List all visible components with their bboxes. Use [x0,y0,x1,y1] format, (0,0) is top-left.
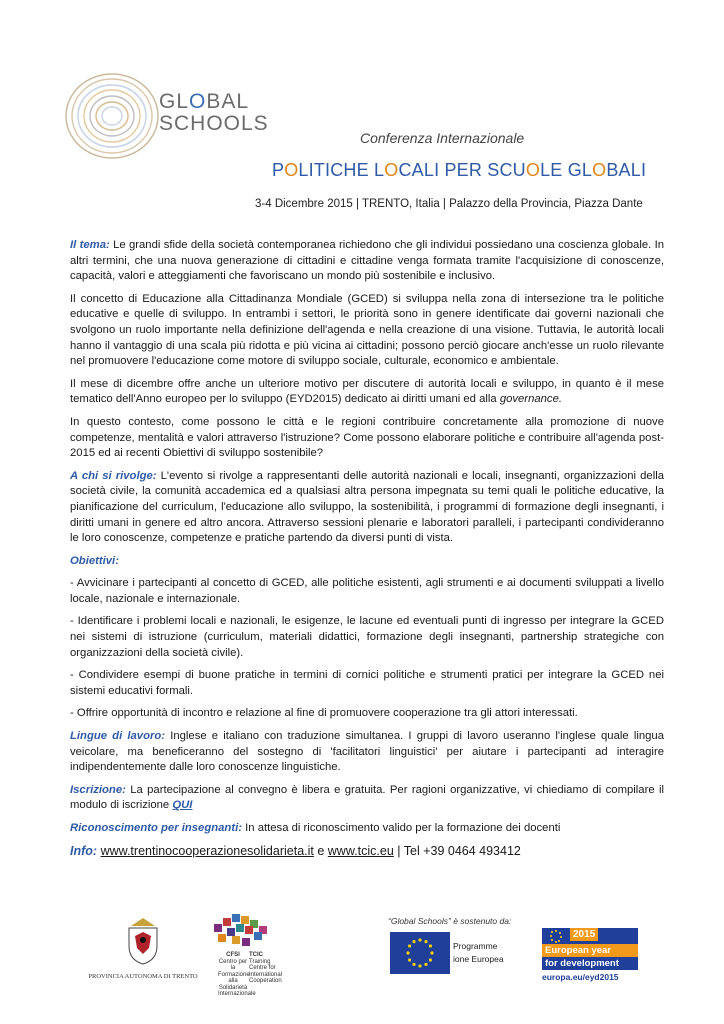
tema-text: Le grandi sfide della società contemporanea richiedono che gli individui possiedano una coscienza globale. In altri termini, che una nuova generazione di cittadini e cittadine venga formata tramite l'acquisizione di conoscenze, capacità, valori e atteggiamenti che favoriscano un mondo più sostenibile e inclusivo. [70,239,664,283]
tcic-acronym: TCIC [249,952,263,958]
logo-line2: SCHOOLS [159,112,269,135]
rivolge-label: A chi si rivolge: [70,469,157,482]
info-label: Info: [70,843,98,858]
global-schools-logo [62,68,269,168]
eyd-url: europa.eu/eyd2015 [542,972,619,982]
trentino-website-link[interactable]: www.trentinocooperazionesolidarieta.it [100,843,314,858]
obiettivo-item: - Offrire opportunità di incontro e relazione al fine di promuovere cooperazione tra gli attori interessati. [70,707,578,720]
eyd-year: 2015 [570,928,598,941]
cfsi-fullname: Centro per la Formazione alla Solidarietà Internazionale [218,958,256,997]
lingue-text: Inglese e italiano con traduzione simultanea. I gruppi di lavoro useranno l'inglese quale lingua veicolare, ma beneficeranno del sostegno di 'facilitatori linguistici' per aiutare i partecipanti ad interagire indipendentemente dalle loro conoscenze linguistiche. [70,730,664,774]
supported-by-note: “Global Schools” è sostenuto da: [388,916,512,926]
tcic-caption [249,952,281,985]
contesto-paragraph: In questo contesto, come possono le città e le regioni contribuire concretamente alla promozione di nuove competenze, mentalità e valori attraverso l'istruzione? Come possono elaborare politiche e contribuire all'agenda post-2015 ed ai recenti Obiettivi di sviluppo sostenibile? [70,415,664,460]
riconoscimento-text: In attesa di riconoscimento valido per la formazione dei docenti [242,822,561,834]
obiettivo-item: - Avvicinare i partecipanti al concetto di GCED, alle politiche esistenti, agli strumenti e ai documenti sviluppati a livello locale, nazionale e internazionale. [70,577,664,605]
registration-link[interactable]: QUI [172,799,193,812]
obiettivo-item: - Identificare i problemi locali e nazionali, le esigenze, le lacune ed eventuali punti di ingresso per integrare la GCED nei sistemi di istruzione (curriculum, materiali didattici, formazione degli insegnanti, partnership strategiche con organizzazioni della società civile). [70,615,664,659]
eyd-line1: European year [542,944,638,957]
cfsi-acronym: CFSI [226,952,240,958]
dicembre-paragraph [70,377,664,408]
eu-line2: ione Europea [453,954,504,964]
conference-subtitle: Conferenza Internazionale [360,130,525,146]
iscrizione-text: La partecipazione al convegno è libera e gratuita. Per ragioni organizzative, vi chiediamo di compilare il modulo di iscrizione [70,783,664,812]
provincia-logo [88,916,198,980]
cfsi-tcic-logo [200,912,283,997]
cfsi-grid-icon [212,912,272,952]
eu-flag [390,932,450,974]
info-paragraph [70,844,664,860]
eu-programme-text [453,940,504,966]
eyd2015-logo [542,928,638,982]
info-telephone: | Tel +39 0464 493412 [393,843,521,858]
eyd-stars-icon [544,928,568,944]
eu-line1: Programme [453,941,498,951]
logo-line1: GLOBAL [159,90,250,113]
lingue-label: Lingue di lavoro: [70,730,166,743]
logo-rings-icon [62,68,162,168]
tcic-fullname: Training Centre for International Cooperation [249,958,283,984]
document-body [70,238,664,866]
info-sep: e [313,843,328,858]
dicembre-text: Il mese di dicembre offre anche un ulteriore motivo per discutere di autorità locali e sviluppo, in quanto è il mese tematico dell'Anno europeo per lo sviluppo (EYD2015) dedicato ai diritti umani ed alla [70,377,664,406]
tcic-website-link[interactable]: www.tcic.eu [327,843,394,858]
gced-paragraph: Il concetto di Educazione alla Cittadinanza Mondiale (GCED) si sviluppa nella zona di intersezione tra le politiche educative e quelle di sviluppo. In entrambi i settori, le priorità sono in genere identificate dai governi nazionali che svolgono un ruolo importante nella definizione dell'agenda e nella creazione di una visione. Tuttavia, le autorità locali hanno il vantaggio di una scala più ridotta e più vicina ai cittadini; possono perciò giocare anch'esse un ruolo rilevante nel promuovere l'educazione come motore di sviluppo sociale, culturale, economico e ambientale. [70,292,664,368]
event-dateline: 3-4 Dicembre 2015 | TRENTO, Italia | Palazzo della Provincia, Piazza Dante [255,198,643,210]
coat-of-arms-icon [123,916,163,966]
iscrizione-label: Iscrizione: [70,783,126,796]
logo-wordmark [159,91,269,135]
iscrizione-paragraph [70,783,664,814]
tema-label: Il tema: [70,239,110,251]
lingue-paragraph [70,729,664,776]
eyd-line2: for development [542,957,638,970]
provincia-caption: PROVINCIA AUTONOMA DI TRENTO [88,973,198,980]
rivolge-text: L'evento si rivolge a rappresentanti delle autorità nazionali e locali, insegnanti, organizzazioni della società civile, la comunità accademica ed a qualsiasi altra persona impegnata su temi quali le politiche educative, la pianificazione del curriculum, l'educazione allo sviluppo, la sostenibilità, i programmi di formazione degli insegnanti, i diritti umani in genere ed altro ancora. Attraverso sessioni plenarie e laboratori paralleli, i partecipanti condivideranno le loro conoscenze, competenze e pratiche partendo da diversi punti di vista. [70,469,664,545]
riconoscimento-paragraph [70,821,664,837]
obiettivo-item: - Condividere esempi di buone pratiche in termini di cornici politiche e strumenti pratici per integrare la GCED nei sistemi educativi formali. [70,669,664,697]
conference-title: POLITICHE LOCALI PER SCUOLE GLOBALI [272,160,647,180]
obiettivi-label: Obiettivi: [70,554,119,567]
rivolge-paragraph [70,469,664,547]
eyd-top-bar [542,928,638,944]
governance-word: governance. [499,393,562,406]
riconoscimento-label: Riconoscimento per insegnanti: [70,822,242,834]
tema-paragraph [70,238,664,285]
eu-stars-icon [390,932,450,974]
